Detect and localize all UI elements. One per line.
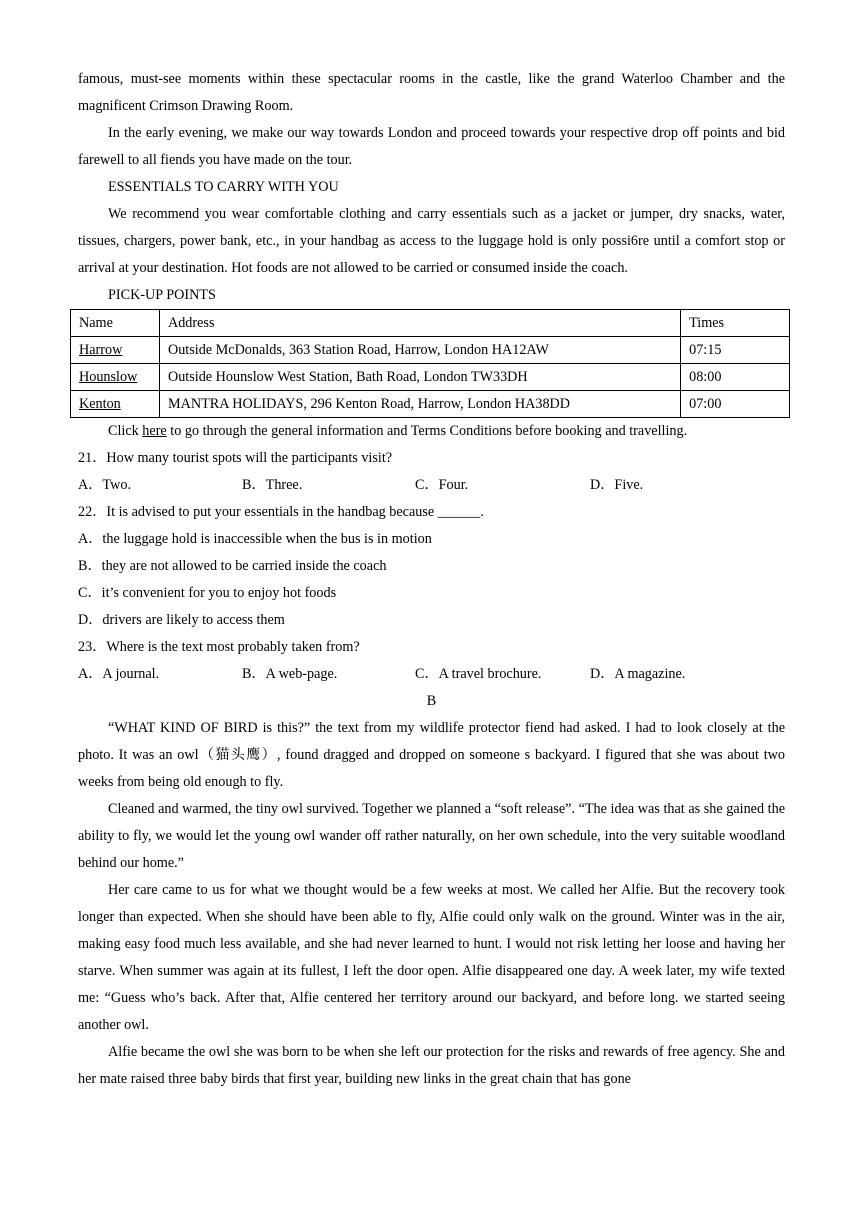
table-header-row bbox=[71, 310, 790, 337]
pickup-address: Outside McDonalds, 363 Station Road, Harrow, London HA12AW bbox=[159, 337, 680, 364]
option: A．the luggage hold is inaccessible when the bus is in motion bbox=[78, 531, 432, 547]
evening-paragraph: In the early evening, we make our way towards London and proceed towards your respective drop off points and bid farewell to all fiends you have made on the tour. bbox=[78, 125, 785, 168]
option: A．Two. bbox=[78, 477, 131, 493]
pickup-time: 08:00 bbox=[681, 364, 790, 391]
pickup-time: 07:15 bbox=[681, 337, 790, 364]
option: A．A journal. bbox=[78, 666, 160, 682]
pickup-address: Outside Hounslow West Station, Bath Road, London TW33DH bbox=[159, 364, 680, 391]
passage-b-paragraph: Her care came to us for what we thought would be a few weeks at most. We called her Alfie. But the recovery took longer than expected. When she should have been able to fly, Alfie could only walk on the ground. Winter was in the air, making easy food much less available, and she had never learned to hunt. I would not risk letting her loose and having her starve. When summer was again at its fullest, I left the door open. Alfie disappeared one day. A week later, my wife texted me: “Guess who’s back. After that, Alfie centered her territory around our backyard, and before long. we started seeing another owl. bbox=[78, 882, 785, 1033]
option: B．they are not allowed to be carried inside the coach bbox=[78, 558, 387, 574]
pickup-time: 07:00 bbox=[681, 391, 790, 418]
passage-b-paragraph: “WHAT KIND OF BIRD is this?” the text from my wildlife protector fiend had asked. I had to look closely at the photo. It was an owl（猫头鹰）, found dragged and dropped on someone s backyard. I figured that she was about two weeks from being old enough to fly. bbox=[78, 720, 785, 790]
question-21: 21．How many tourist spots will the participants visit? bbox=[78, 450, 393, 466]
table-row bbox=[71, 364, 790, 391]
essentials-paragraph: We recommend you wear comfortable clothing and carry essentials such as a jacket or jumper, dry snacks, water, tissues, chargers, power bank, etc., in your handbag as access to the luggage hold is only possi6re until a comfort stop or arrival at your destination. Hot foods are not allowed to be carried or consumed inside the coach. bbox=[78, 206, 785, 276]
pickup-table bbox=[70, 309, 790, 418]
document-page bbox=[78, 66, 785, 1093]
question-23: 23．Where is the text most probably taken from? bbox=[78, 639, 360, 655]
continuation-text: famous, must-see moments within these spectacular rooms in the castle, like the grand Waterloo Chamber and the magnificent Crimson Drawing Room. bbox=[78, 71, 785, 114]
click-post-text: to go through the general information and Terms Conditions before booking and travelling. bbox=[166, 423, 688, 439]
header-name: Name bbox=[71, 310, 160, 337]
click-pre-text: Click bbox=[108, 423, 143, 439]
passage-b-paragraph: Alfie became the owl she was born to be when she left our protection for the risks and rewards of free agency. She and her mate raised three baby birds that first year, building new links in the great chain that has gone bbox=[78, 1044, 785, 1087]
option: C．Four. bbox=[415, 477, 469, 493]
question-21-options bbox=[78, 472, 785, 499]
header-times: Times bbox=[681, 310, 790, 337]
here-link[interactable]: here bbox=[142, 423, 167, 439]
option: B．Three. bbox=[242, 477, 303, 493]
option: C．it’s convenient for you to enjoy hot foods bbox=[78, 585, 337, 601]
option: C．A travel brochure. bbox=[415, 666, 542, 682]
option: D．drivers are likely to access them bbox=[78, 612, 285, 628]
pickup-link-kenton[interactable]: Kenton bbox=[79, 396, 121, 412]
header-address: Address bbox=[159, 310, 680, 337]
option: B．A web-page. bbox=[242, 666, 338, 682]
pickup-link-hounslow[interactable]: Hounslow bbox=[79, 369, 138, 385]
pickup-link-harrow[interactable]: Harrow bbox=[79, 342, 123, 358]
table-row bbox=[71, 337, 790, 364]
passage-b-paragraph: Cleaned and warmed, the tiny owl survived. Together we planned a “soft release”. “The idea was that as she gained the ability to fly, we would let the young owl wander off rather naturally, on her own schedule, into the very suitable woodland behind our home.” bbox=[78, 801, 785, 871]
passage-b-label: B bbox=[426, 693, 437, 709]
option: D．Five. bbox=[590, 477, 644, 493]
question-22: 22．It is advised to put your essentials in the handbag because ______. bbox=[78, 504, 484, 520]
table-row bbox=[71, 391, 790, 418]
essentials-heading: ESSENTIALS TO CARRY WITH YOU bbox=[108, 179, 339, 195]
question-23-options bbox=[78, 661, 785, 688]
option: D．A magazine. bbox=[590, 666, 686, 682]
click-here-line bbox=[78, 418, 785, 445]
pickup-address: MANTRA HOLIDAYS, 296 Kenton Road, Harrow, London HA38DD bbox=[159, 391, 680, 418]
pickup-heading: PICK-UP POINTS bbox=[108, 287, 216, 303]
